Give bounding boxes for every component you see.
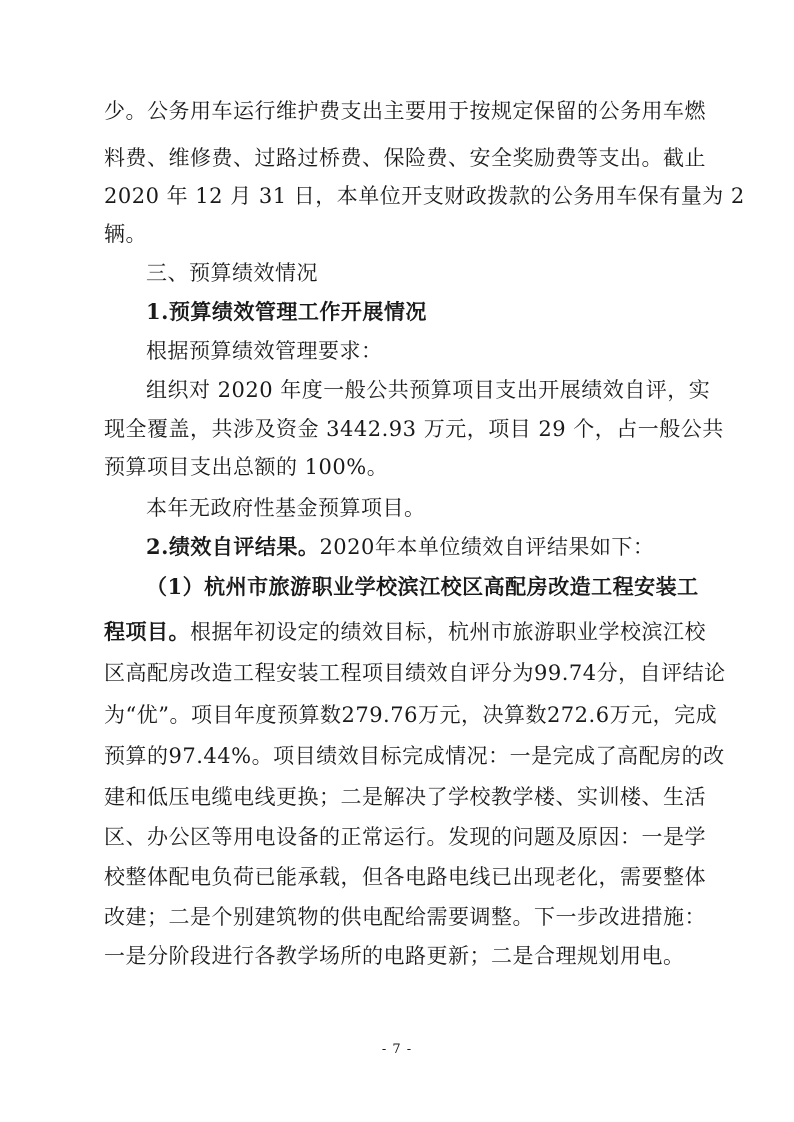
paragraph-line: 一是分阶段进行各教学场所的电路更新；二是合理规划用电。 — [104, 944, 685, 968]
subsection-heading: 1.预算绩效管理工作开展情况 — [146, 299, 427, 324]
paragraph-line: 建和低压电缆电线更换；二是解决了学校教学楼、实训楼、生活 — [104, 785, 706, 809]
paragraph-line: 现全覆盖，共涉及资金 3442.93 万元，项目 29 个，占一般公共 — [104, 417, 724, 441]
paragraph-line: 2020 年 12 月 31 日，本单位开支财政拨款的公务用车保有量为 2 — [104, 184, 745, 208]
page-number: - 7 - — [381, 1042, 413, 1057]
paragraph-line: 根据预算绩效管理要求： — [146, 339, 383, 363]
paragraph-line: 校整体配电负荷已能承载，但各电路电线已出现老化，需要整体 — [104, 865, 706, 889]
section-heading: 三、预算绩效情况 — [146, 261, 318, 285]
paragraph-text: 根据年初设定的绩效目标，杭州市旅游职业学校滨江校 — [190, 620, 706, 644]
item-heading-tail: 程项目。 — [104, 619, 190, 644]
subsection-heading-text: 2020年本单位绩效自评结果如下： — [319, 535, 655, 559]
paragraph-line: 组织对 2020 年度一般公共预算项目支出开展绩效自评，实 — [146, 378, 711, 402]
paragraph-line: 本年无政府性基金预算项目。 — [146, 496, 426, 520]
paragraph-line: 少。公务用车运行维护费支出主要用于按规定保留的公务用车燃 — [104, 99, 706, 123]
paragraph-line: 预算项目支出总额的 100%。 — [104, 455, 389, 479]
paragraph-line: 为“优”。项目年度预算数279.76万元，决算数272.6万元，完成 — [104, 703, 718, 727]
subsection-heading-label: 2.绩效自评结果。 — [146, 534, 320, 559]
subsection-heading — [146, 532, 694, 562]
paragraph-line: 料费、维修费、过路过桥费、保险费、安全奖励费等支出。截止 — [104, 146, 706, 170]
paragraph-line: 区高配房改造工程安装工程项目绩效自评分为99.74分，自评结论 — [104, 661, 726, 685]
paragraph-line: 改建；二是个别建筑物的供电配给需要调整。下一步改进措施： — [104, 905, 706, 929]
paragraph-line: 预算的97.44%。项目绩效目标完成情况：一是完成了高配房的改 — [104, 744, 725, 768]
paragraph-line — [104, 617, 706, 647]
paragraph-line: 区、办公区等用电设备的正常运行。发现的问题及原因：一是学 — [104, 825, 706, 849]
item-heading: （1）杭州市旅游职业学校滨江校区高配房改造工程安装工 — [146, 574, 699, 599]
paragraph-line: 辆。 — [104, 222, 147, 246]
